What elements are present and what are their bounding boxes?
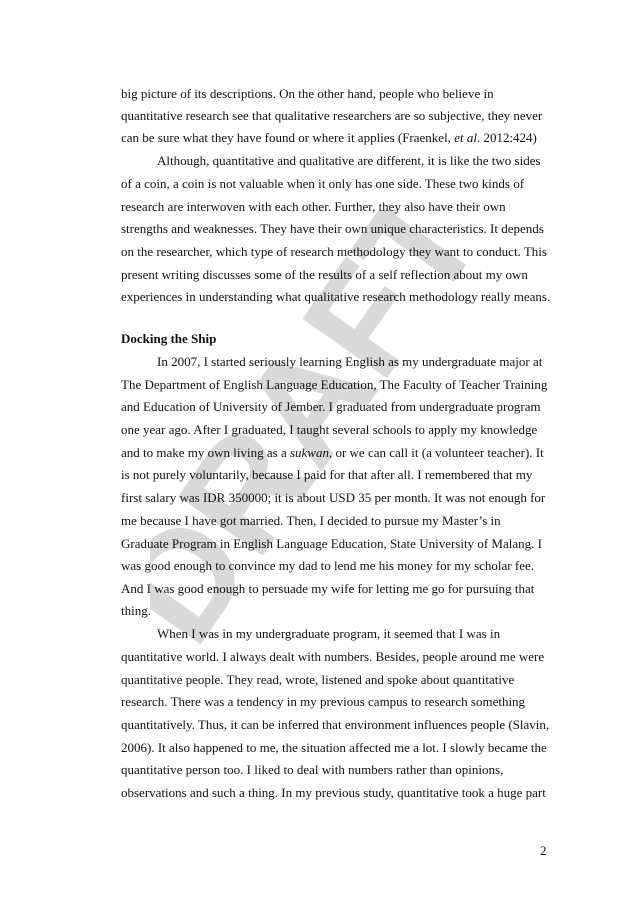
text-segment: and to make my own living as a — [121, 445, 290, 460]
italic-text: sukwan — [289, 445, 329, 460]
text-segment: . 2012:424) — [476, 130, 537, 145]
text-segment: me because I have got married. Then, I decided to pursue my Master’s in — [121, 513, 501, 528]
text-segment: is not purely voluntarily, because I paid for that after all. I remembered that my — [121, 467, 533, 482]
watermark-text: DRAFT — [150, 210, 490, 650]
text-line — [121, 374, 547, 396]
text-line — [157, 150, 541, 172]
text-segment: strengths and weaknesses. They have their own unique characteristics. It depends — [121, 221, 544, 236]
text-segment: on the researcher, which type of research methodology they want to conduct. This — [121, 244, 547, 259]
text-line — [121, 105, 542, 127]
text-segment: The Department of English Language Education, The Faculty of Teacher Training — [121, 377, 548, 392]
text-line — [121, 714, 549, 736]
text-line — [121, 173, 524, 195]
text-segment: quantitative person too. I liked to deal with numbers rather than opinions, — [121, 762, 504, 777]
text-line — [157, 623, 500, 645]
text-line — [121, 510, 501, 532]
text-line — [121, 737, 547, 759]
text-segment: 2006). It also happened to me, the situation affected me a lot. I slowly became the — [121, 740, 547, 755]
text-line — [121, 555, 534, 577]
text-segment: In 2007, I started seriously learning English as my undergraduate major at — [157, 354, 543, 369]
text-segment: quantitatively. Thus, it can be inferred that environment influences people (Slavin, — [121, 717, 550, 732]
text-segment: research are interwoven with each other. Further, they also have their own — [121, 199, 506, 214]
italic-text: et al — [454, 130, 477, 145]
text-segment: observations and such a thing. In my previous study, quantitative took a huge part — [121, 785, 546, 800]
text-line — [121, 464, 532, 486]
text-line — [121, 442, 544, 464]
text-line — [121, 83, 494, 105]
text-line — [121, 782, 546, 804]
text-segment: big picture of its descriptions. On the other hand, people who believe in — [121, 86, 494, 101]
text-line — [121, 264, 528, 286]
text-line — [121, 196, 506, 218]
text-segment: quantitative people. They read, wrote, listened and spoke about quantitative — [121, 672, 515, 687]
text-segment: one year ago. After I graduated, I taught several schools to apply my knowledge — [121, 422, 538, 437]
text-segment: and Education of University of Jember. I graduated from undergraduate program — [121, 399, 541, 414]
text-segment: quantitative world. I always dealt with numbers. Besides, people around me were — [121, 649, 545, 664]
text-segment: , or we can call it (a volunteer teacher). It — [328, 445, 544, 460]
section-heading — [121, 328, 216, 350]
text-line — [121, 487, 545, 509]
text-line — [121, 218, 544, 240]
text-segment: quantitative research see that qualitative researchers are so subjective, they never — [121, 108, 543, 123]
text-segment: Docking the Ship — [121, 331, 217, 346]
text-segment: thing. — [121, 603, 151, 618]
text-segment: was good enough to convince my dad to lend me his money for my scholar fee. — [121, 558, 535, 573]
text-line — [121, 419, 537, 441]
text-line — [121, 127, 537, 149]
text-line — [121, 646, 544, 668]
text-segment: of a coin, a coin is not valuable when it only has one side. These two kinds of — [121, 176, 525, 191]
page-number: 2 — [540, 843, 547, 858]
text-segment: research. There was a tendency in my previous campus to research something — [121, 694, 526, 709]
text-segment: Graduate Program in English Language Education, State University of Malang. I — [121, 536, 542, 551]
text-line — [121, 578, 534, 600]
text-line — [121, 759, 503, 781]
text-line — [157, 351, 542, 373]
text-segment: present writing discusses some of the results of a self reflection about my own — [121, 267, 528, 282]
text-segment: first salary was IDR 350000; it is about USD 35 per month. It was not enough for — [121, 490, 546, 505]
text-segment: When I was in my undergraduate program, it seemed that I was in — [157, 626, 501, 641]
text-line — [121, 286, 550, 308]
text-line — [121, 669, 514, 691]
text-line — [121, 600, 151, 622]
text-line — [121, 691, 525, 713]
text-segment: experiences in understanding what qualitative research methodology really means. — [121, 289, 551, 304]
text-segment: And I was good enough to persuade my wife for letting me go for pursuing that — [121, 581, 535, 596]
text-segment: can be sure what they have found or where it applies (Fraenkel, — [121, 130, 455, 145]
text-line — [121, 241, 547, 263]
text-line — [121, 533, 542, 555]
text-line — [121, 396, 541, 418]
text-segment: Although, quantitative and qualitative are different, it is like the two sides — [157, 153, 541, 168]
